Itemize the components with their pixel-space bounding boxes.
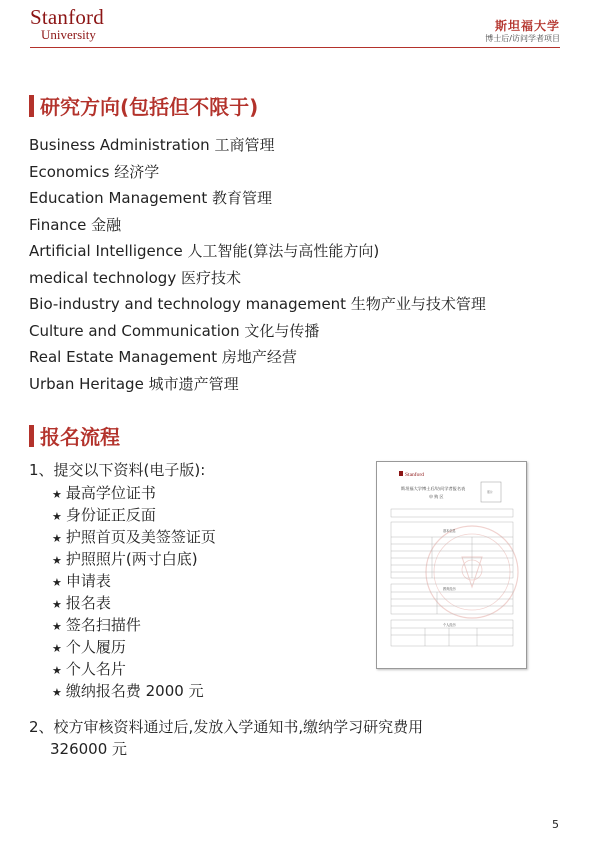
header-program — [485, 19, 560, 44]
materials-list — [52, 483, 216, 703]
list-item: Finance 金融 — [29, 215, 122, 234]
section-application-title — [29, 421, 120, 450]
star-icon: ★ — [52, 664, 62, 677]
list-item: Education Management 教育管理 — [29, 189, 273, 207]
list-item — [52, 505, 216, 527]
material-label: 申请表 — [65, 572, 111, 590]
header-university-name: 斯坦福大学 — [494, 19, 560, 33]
list-item — [52, 681, 216, 703]
list-item — [52, 659, 216, 681]
step-1: 1、提交以下资料(电子版): — [29, 461, 206, 479]
list-item — [52, 615, 216, 637]
material-label: 报名表 — [65, 594, 111, 612]
star-icon: ★ — [52, 686, 62, 699]
form-section-c: 个人经历 — [443, 623, 456, 627]
star-icon: ★ — [52, 598, 62, 611]
list-item — [52, 571, 216, 593]
star-icon: ★ — [52, 642, 62, 655]
list-item — [52, 549, 216, 571]
form-title: 斯坦福大学博士后/访问学者报名表 — [401, 486, 466, 491]
star-icon: ★ — [52, 510, 62, 523]
list-item: Culture and Communication 文化与传播 — [29, 321, 320, 340]
list-item — [52, 527, 216, 549]
star-icon: ★ — [52, 532, 62, 545]
section-marker — [29, 95, 34, 117]
section-title-text: 报名流程 — [40, 425, 120, 449]
list-item — [52, 483, 216, 505]
list-item: Urban Heritage 城市遗产管理 — [29, 374, 239, 393]
stanford-logo — [30, 6, 104, 42]
list-item: Artificial Intelligence 人工智能(算法与高性能方向) — [29, 242, 380, 260]
material-label: 个人名片 — [65, 660, 126, 678]
material-label: 护照照片(两寸白底) — [65, 550, 198, 568]
material-label: 个人履历 — [65, 638, 126, 656]
research-field-list — [29, 132, 486, 397]
section-research-title — [29, 91, 258, 120]
form-section-a: 基本信息 — [443, 529, 456, 533]
form-section-b: 教育经历 — [443, 587, 456, 591]
star-icon: ★ — [52, 576, 62, 589]
list-item: Bio-industry and technology management 生物产业与技术管理 — [29, 295, 486, 313]
section-marker — [29, 425, 34, 447]
section-title-text: 研究方向(包括但不限于) — [40, 95, 259, 119]
step-2 — [29, 716, 423, 760]
star-icon: ★ — [52, 620, 62, 633]
application-form-thumbnail — [376, 461, 527, 669]
page-number: 5 — [552, 818, 559, 831]
list-item: medical technology 医疗技术 — [29, 268, 241, 287]
form-subtitle: 申 购 区 — [429, 494, 444, 499]
material-label: 最高学位证书 — [65, 484, 156, 502]
form-logo: Stanford — [405, 472, 424, 478]
material-label: 身份证正反面 — [65, 506, 156, 524]
material-label: 签名扫描件 — [65, 616, 141, 634]
list-item — [52, 637, 216, 659]
material-label: 护照首页及美签签证页 — [65, 528, 216, 546]
step-2-line-1: 2、校方审核资料通过后,发放入学通知书,缴纳学习研究费用 — [29, 718, 424, 736]
material-label: 缴纳报名费 2000 元 — [65, 682, 204, 700]
form-photo-label: 照片 — [487, 490, 494, 494]
header-divider — [30, 47, 560, 48]
list-item — [52, 593, 216, 615]
list-item: Business Administration 工商管理 — [29, 136, 275, 154]
list-item: Economics 经济学 — [29, 162, 160, 181]
list-item: Real Estate Management 房地产经营 — [29, 348, 297, 366]
star-icon: ★ — [52, 488, 62, 501]
star-icon: ★ — [52, 554, 62, 567]
step-2-line-2: 326000 元 — [50, 740, 128, 758]
logo-subtitle: University — [41, 27, 96, 42]
form-preview-graphic — [377, 462, 526, 668]
logo-wordmark: Stanford — [30, 5, 104, 29]
header-program-name: 博士后/访问学者项目 — [485, 34, 560, 43]
